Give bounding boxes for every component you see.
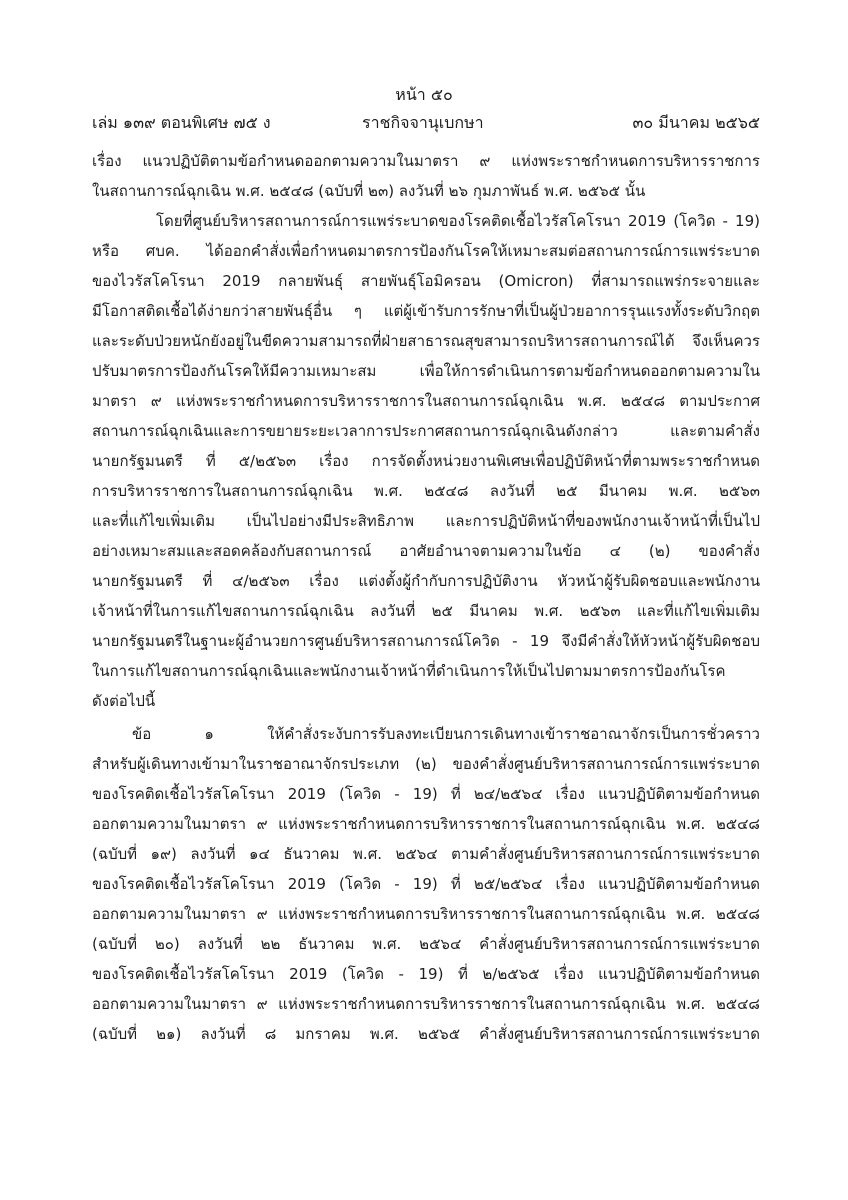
clause-1-line: ข้อ ๑ ให้คำสั่งระงับการรับลงทะเบียนการเดินทางเข้าราชอาณาจักรเป็นการชั่วคราว	[132, 725, 760, 743]
body-line: ในสถานการณ์ฉุกเฉิน พ.ศ. ๒๕๔๘ (ฉบับที่ ๒๓) ลงวันที่ ๒๖ กุมภาพันธ์ พ.ศ. ๒๕๖๕ นั้น	[92, 182, 646, 200]
body-line: เจ้าหน้าที่ในการแก้ไขสถานการณ์ฉุกเฉิน ลงวันที่ ๒๕ มีนาคม พ.ศ. ๒๕๖๓ และที่แก้ไขเพิ่มเติม	[92, 602, 760, 620]
body-line: ออกตามความในมาตรา ๙ แห่งพระราชกำหนดการบริหารราชการในสถานการณ์ฉุกเฉิน พ.ศ. ๒๕๔๘	[92, 905, 760, 923]
gazette-header	[92, 112, 760, 136]
body-line: (ฉบับที่ ๒๐) ลงวันที่ ๒๒ ธันวาคม พ.ศ. ๒๕๖๔ คำสั่งศูนย์บริหารสถานการณ์การแพร่ระบาด	[92, 935, 760, 953]
body-line: อย่างเหมาะสมและสอดคล้องกับสถานการณ์ อาศัยอำนาจตามความในข้อ ๔ (๒) ของคำสั่ง	[92, 542, 760, 560]
body-line: (ฉบับที่ ๑๙) ลงวันที่ ๑๔ ธันวาคม พ.ศ. ๒๕๖๔ ตามคำสั่งศูนย์บริหารสถานการณ์การแพร่ระบาด	[92, 845, 760, 863]
body-line: เรื่อง แนวปฏิบัติตามข้อกำหนดออกตามความในมาตรา ๙ แห่งพระราชกำหนดการบริหารราชการ	[92, 152, 760, 170]
body-line: ออกตามความในมาตรา ๙ แห่งพระราชกำหนดการบริหารราชการในสถานการณ์ฉุกเฉิน พ.ศ. ๒๕๔๘	[92, 995, 760, 1013]
body-line: สำหรับผู้เดินทางเข้ามาในราชอาณาจักรประเภท (๒) ของคำสั่งศูนย์บริหารสถานการณ์การแพร่ระบาด	[92, 755, 760, 773]
body-line: มาตรา ๙ แห่งพระราชกำหนดการบริหารราชการในสถานการณ์ฉุกเฉิน พ.ศ. ๒๕๔๘ ตามประกาศ	[92, 392, 760, 410]
body-line: (ฉบับที่ ๒๑) ลงวันที่ ๘ มกราคม พ.ศ. ๒๕๖๕ คำสั่งศูนย์บริหารสถานการณ์การแพร่ระบาด	[92, 1025, 760, 1043]
page-number: หน้า ๕๐	[395, 85, 453, 104]
body-line: นายกรัฐมนตรี ที่ ๕/๒๕๖๓ เรื่อง การจัดตั้งหน่วยงานพิเศษเพื่อปฏิบัติหน้าที่ตามพระราชกำหนด	[92, 452, 760, 470]
body-line: และที่แก้ไขเพิ่มเติม เป็นไปอย่างมีประสิทธิภาพ และการปฏิบัติหน้าที่ของพนักงานเจ้าหน้าที่เป็นไป	[92, 512, 760, 530]
body-line: มีโอกาสติดเชื้อได้ง่ายกว่าสายพันธุ์อื่น ๆ แต่ผู้เข้ารับการรักษาที่เป็นผู้ป่วยอาการรุนแรงทั้งระดับวิกฤต	[92, 302, 760, 320]
body-line: ออกตามความในมาตรา ๙ แห่งพระราชกำหนดการบริหารราชการในสถานการณ์ฉุกเฉิน พ.ศ. ๒๕๔๘	[92, 815, 760, 833]
body-line: นายกรัฐมนตรีในฐานะผู้อำนวยการศูนย์บริหารสถานการณ์โควิด - 19 จึงมีคำสั่งให้หัวหน้าผู้รับผิดชอบ	[92, 632, 760, 650]
body-line: และระดับป่วยหนักยังอยู่ในขีดความสามารถที่ฝ่ายสาธารณสุขสามารถบริหารสถานการณ์ได้ จึงเห็นควร	[92, 332, 760, 350]
body-line: ของโรคติดเชื้อไวรัสโคโรนา 2019 (โควิด - 19) ที่ ๒/๒๕๖๕ เรื่อง แนวปฏิบัติตามข้อกำหนด	[92, 965, 760, 983]
publication-date: ๓๐ มีนาคม ๒๕๖๕	[632, 113, 760, 132]
body-line: ของไวรัสโคโรนา 2019 กลายพันธุ์ สายพันธุ์โอมิครอน (Omicron) ที่สามารถแพร่กระจายและ	[92, 272, 760, 290]
body-line: การบริหารราชการในสถานการณ์ฉุกเฉิน พ.ศ. ๒๕๔๘ ลงวันที่ ๒๕ มีนาคม พ.ศ. ๒๕๖๓	[92, 482, 760, 500]
body-line: นายกรัฐมนตรี ที่ ๔/๒๕๖๓ เรื่อง แต่งตั้งผู้กำกับการปฏิบัติงาน หัวหน้าผู้รับผิดชอบและพนักงาน	[92, 572, 760, 590]
body-line: ของโรคติดเชื้อไวรัสโคโรนา 2019 (โควิด - 19) ที่ ๒๔/๒๕๖๔ เรื่อง แนวปฏิบัติตามข้อกำหนด	[92, 785, 760, 803]
body-line: หรือ ศบค. ได้ออกคำสั่งเพื่อกำหนดมาตรการป้องกันโรคให้เหมาะสมต่อสถานการณ์การแพร่ระบาด	[92, 242, 760, 260]
gazette-name: ราชกิจจานุเบกษา	[362, 113, 484, 132]
body-line: โดยที่ศูนย์บริหารสถานการณ์การแพร่ระบาดของโรคติดเชื้อไวรัสโคโรนา 2019 (โควิด - 19)	[156, 212, 760, 230]
body-line: ในการแก้ไขสถานการณ์ฉุกเฉินและพนักงานเจ้าหน้าที่ดำเนินการให้เป็นไปตามมาตรการป้องกันโรค	[92, 662, 726, 680]
body-line: สถานการณ์ฉุกเฉินและการขยายระยะเวลาการประกาศสถานการณ์ฉุกเฉินดังกล่าว และตามคำสั่ง	[92, 422, 760, 440]
volume-issue: เล่ม ๑๓๙ ตอนพิเศษ ๗๕ ง	[92, 113, 271, 132]
body-line: ดังต่อไปนี้	[92, 692, 156, 710]
body-line: ปรับมาตรการป้องกันโรคให้มีความเหมาะสม เพื่อให้การดำเนินการตามข้อกำหนดออกตามความใน	[92, 362, 760, 380]
document-body	[92, 146, 760, 1049]
body-line: ของโรคติดเชื้อไวรัสโคโรนา 2019 (โควิด - 19) ที่ ๒๕/๒๕๖๔ เรื่อง แนวปฏิบัติตามข้อกำหนด	[92, 875, 760, 893]
